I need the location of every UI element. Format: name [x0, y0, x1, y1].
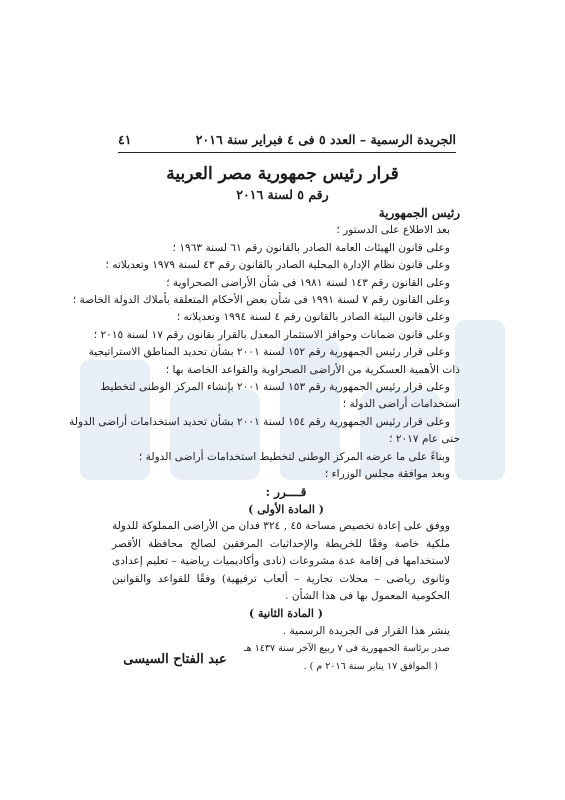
- president-signature: عبد الفتاح السيسى: [123, 652, 227, 667]
- header-divider: [118, 152, 456, 153]
- preamble-line: وبعد موافقة مجلس الوزراء ؛: [324, 468, 450, 481]
- preamble-line: وعلى قرار رئيس الجمهورية رقم ١٥٤ لسنة ٢٠٠١ بشأن تحديد استخدامات أراضى الدولة: [69, 415, 450, 428]
- preamble-line: حتى عام ٢٠١٧ ؛: [389, 433, 460, 446]
- gazette-header: [118, 132, 456, 150]
- decree-title: قرار رئيس جمهورية مصر العربية: [166, 164, 399, 184]
- decided-heading: قــــرر :: [265, 484, 307, 499]
- president-label: رئيس الجمهورية: [378, 206, 460, 220]
- preamble-line: وبناءً على ما عرضه المركز الوطنى لتخطيط استخدامات أراضى الدولة ؛: [138, 450, 450, 463]
- gregorian-date: ( الموافق ١٧ يناير سنة ٢٠١٦ م ) .: [303, 660, 438, 672]
- issued-date: صدر برئاسة الجمهورية فى ٧ ربيع الآخر سنة ١٤٣٧ هـ: [243, 643, 450, 655]
- preamble-line: وعلى القانون رقم ١٤٣ لسنة ١٩٨١ فى شأن الأراضى الصحراوية ؛: [166, 276, 450, 289]
- preamble-line: ذات الأهمية العسكرية من الأراضى الصحراوية والقواعد الخاصة بها ؛: [165, 363, 460, 376]
- decree-number: رقم ٥ لسنة ٢٠١٦: [236, 187, 329, 202]
- decree-body: [69, 205, 460, 675]
- preamble-line: بعد الاطلاع على الدستور ؛: [336, 224, 450, 237]
- preamble-line: وعلى قرار رئيس الجمهورية رقم ١٥٢ لسنة ٢٠٠١ بشأن تحديد المناطق الاستراتيجية: [88, 346, 450, 359]
- article-1-heading: ( المادة الأولى ): [248, 502, 324, 516]
- preamble-line: وعلى قرار رئيس الجمهورية رقم ١٥٣ لسنة ٢٠٠١ بإنشاء المركز الوطنى لتخطيط: [100, 381, 450, 394]
- article-1-text: ووفق على إعادة تخصيص مساحة ٤٥ , ٣٢٤ فدان من الأراضى المملوكة للدولة ملكية خاصة وفقًا للخريطة والإحداثيات المرفقين لصالح محافظة الأقصر لاستخدامها فى إقامة عدة مشروعات (نادى وأكاديميات رياضية – تعليم إعدادى وثانوى رياضى – محلات تجارية – ألعاب ترفيهية) وفقًا للقواعد والقوانين الحكومية المعمول بها فى هذا الشأن .: [112, 520, 450, 602]
- article-2-text: ينشر هذا القرار فى الجريدة الرسمية .: [282, 624, 450, 637]
- preamble-line: وعلى القانون رقم ٧ لسنة ١٩٩١ فى شأن بعض الأحكام المتعلقة بأملاك الدولة الخاصة ؛: [72, 294, 450, 307]
- article-2-heading: ( المادة الثانية ): [248, 607, 324, 621]
- preamble-line: استخدامات أراضى الدولة ؛: [342, 398, 460, 411]
- page-number: ٤١: [118, 132, 132, 147]
- gazette-header-title: الجريدة الرسمية – العدد ٥ فى ٤ فبراير سنة ٢٠١٦: [195, 132, 456, 147]
- preamble-line: وعلى قانون نظام الإدارة المحلية الصادر بالقانون رقم ٤٣ لسنة ١٩٧٩ وتعديلاته ؛: [105, 259, 450, 272]
- preamble-line: وعلى قانون الهيئات العامة الصادر بالقانون رقم ٦١ لسنة ١٩٦٣ ؛: [172, 241, 450, 254]
- preamble-line: وعلى قانون ضمانات وحوافز الاستثمار المعدل بالقرار بقانون رقم ١٧ لسنة ٢٠١٥ ؛: [93, 328, 450, 341]
- preamble-line: وعلى قانون البيئة الصادر بالقانون رقم ٤ لسنة ١٩٩٤ وتعديلاته ؛: [176, 311, 450, 324]
